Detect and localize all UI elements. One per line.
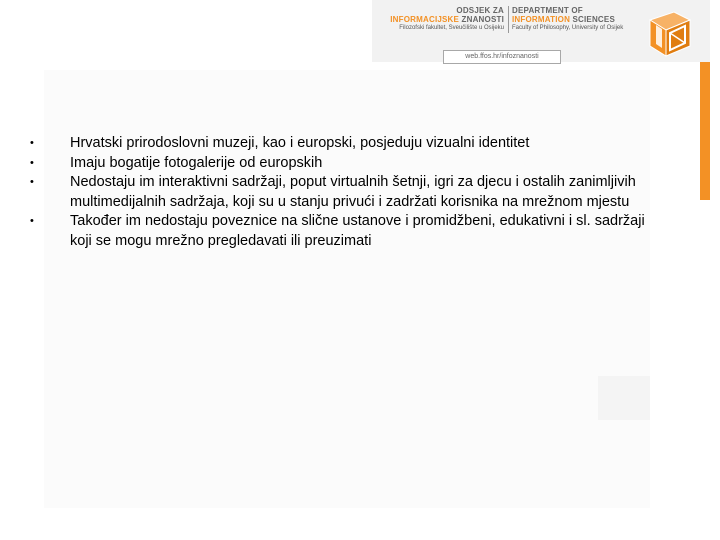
logo-en-subtitle: Faculty of Philosophy, University of Osijek [512,25,624,31]
website-url[interactable]: web.ffos.hr/infoznanosti [443,50,561,64]
cube-icon [648,8,692,58]
department-logo-hr [378,6,504,33]
panel-watermark [598,376,650,420]
list-item: • Hrvatski prirodoslovni muzeji, kao i europski, posjeduju vizualni identitet [28,134,658,154]
list-item: • Također im nedostaju poveznice na slične ustanove i promidžbeni, edukativni i sl. sadržaji koji se mogu mrežno pregledavati ili preuzimati [28,212,658,251]
bullet-list [28,134,658,251]
logo-hr-line1: ODSJEK ZA [456,6,504,15]
accent-bar [700,62,710,200]
logo-hr-line2 [378,15,504,24]
logo-hr-line2a: INFORMACIJSKE [390,15,460,24]
logo-en-line2 [509,15,649,24]
list-item: • Imaju bogatije fotogalerije od europskih [28,154,658,174]
list-item: • Nedostaju im interaktivni sadržaji, poput virtualnih šetnji, igri za djecu i ostalih zanimljivih multimedijalnih sadržaja, koji su u stanju privući i zadržati korisnika na mrežnom mjestu [28,173,658,212]
logo-hr-subtitle: Filozofski fakultet, Sveučilište u Osijeku [399,25,504,31]
department-logo-en [508,6,649,33]
logo-en-line2a: INFORMATION [512,15,571,24]
logo-en-line2b: SCIENCES [572,15,615,24]
logo-en-line1: DEPARTMENT OF [512,6,583,15]
logo-hr-line2b: ZNANOSTI [461,15,504,24]
